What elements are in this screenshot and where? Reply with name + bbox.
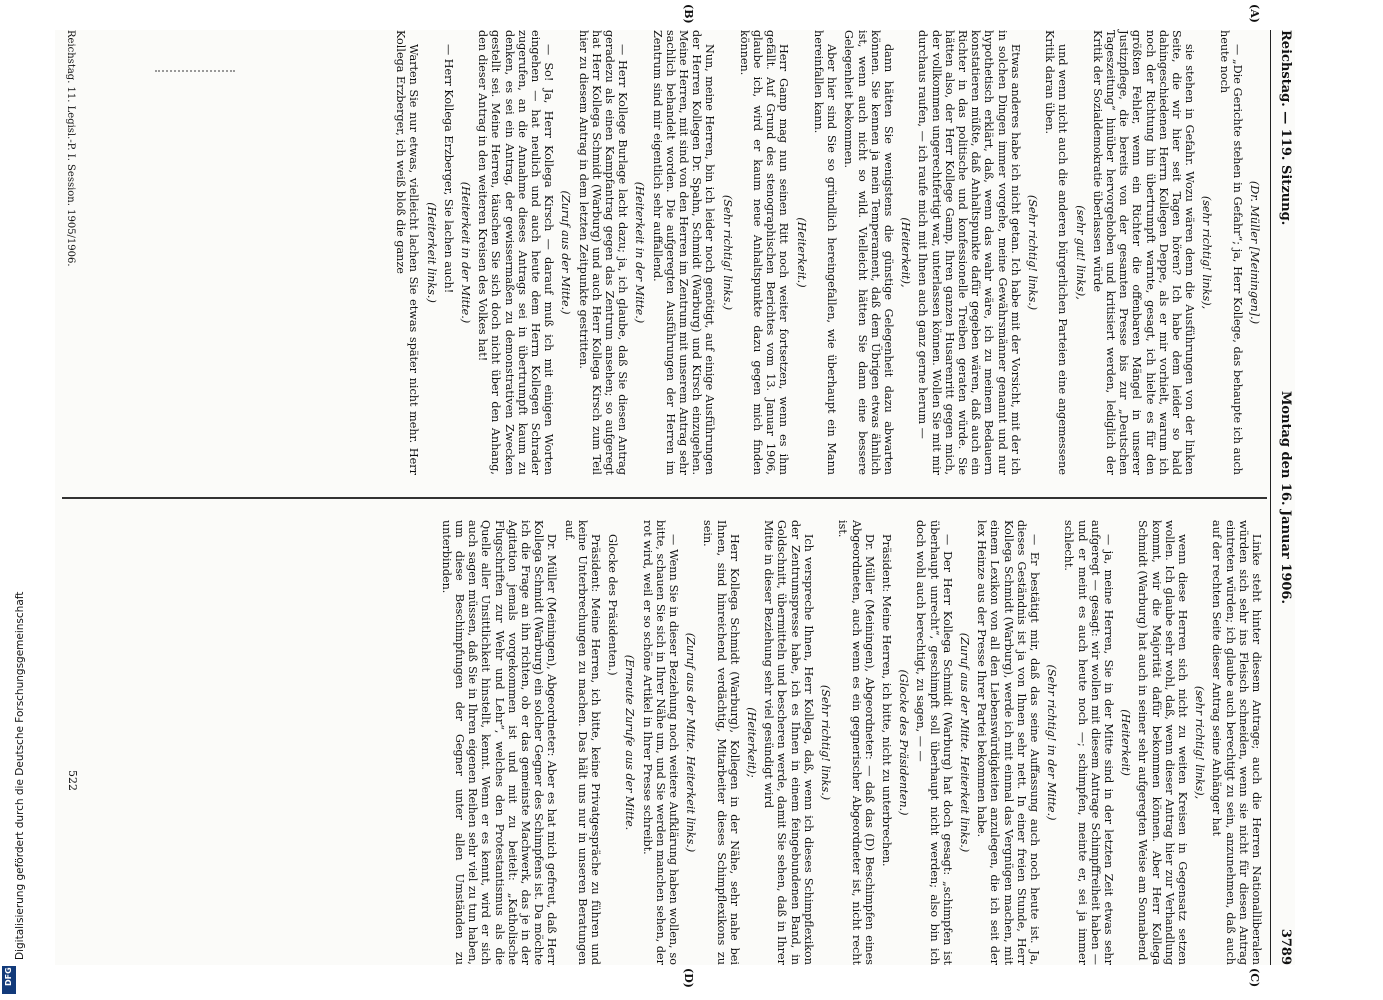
- stage-direction: (Heiterkeit),: [899, 217, 913, 288]
- stage-direction: (Zuruf aus der Mitte. Heiterkeit links.): [684, 632, 698, 853]
- paragraph: Herr Kollega Schmidt (Warburg), Kollegen in der Nähe, sehr nahe bei Ihnen, sind hinreichend verdächtig, Mitarbeiter dieses Schimpflexikons zu sein.: [701, 520, 741, 965]
- paragraph: und wenn nicht auch die anderen bürgerlichen Parteien eine angemessene Kritik daran üben.: [1043, 30, 1070, 475]
- stage-direction: (Heiterkeit in der Mitte.): [459, 181, 473, 324]
- paragraph: Dr. Müller (Meiningen), Abgeordneter: — daß das (D) Beschimpfen eines Abgeordneten, auch wenn es ein gegnerischer Abgeordneter ist, nicht recht ist.: [836, 520, 876, 965]
- stage-direction: (Heiterkeit): [1119, 709, 1133, 776]
- dfg-logo-text: DFG: [4, 967, 13, 986]
- paragraph: Linke steht hinter diesem Antrage; auch die Herren Nationalliberalen würden sich sehr ins Fleisch schneiden, wenn sie nicht für diesen Antrag eintreten würden; ich glaube auch berechtigt zu sein, anzunehmen, daß auch auf der rechten Seite dieser Antrag seine Anhänger hat: [1210, 520, 1263, 965]
- paragraph: Etwas anderes habe ich nicht getan. Ich habe mit der Vorsicht, mit der ich in solchen Dingen immer vorgehe, meine Gewährsmänner genannt und nur hypothetisch erklärt, daß, wenn das wahr wäre, ich zu meinem Bedauern konstatieren müßte, daß Anhaltspunkte dafür gegeben wären, daß auch ein Richter in das politische und konfessionelle Treiben geraten würde. Sie hätten also, der Herr Kollege Gamp, Ihren ganzen Husarenritt gegen mich, der vollkommen ungerechtfertigt war, unterlassen können. Wollen Sie mit mir durchaus raufen, — ich raufe mich mit Ihnen auch ganz gerne herum —: [916, 30, 1022, 475]
- paragraph: sie stehen in Gefahr. Wozu wären denn die Ausführungen von der linken Seite, die wir hier seit Tagen hören? Ich habe dem leider so bald dahingeschiedenen Herrn Kollegen Deppe, als er mir vorhielt, warum ich noch der Richtung hin übertrumpft warnte, gesagt, ich hielte es für den größten Fehler, wenn ein Richter die offenbaren Mängel in unserer Justizpflege, die bereits von der gesamten Presse bis zur „Deutschen Tageszeitung“ hinüber hervorgehoben und kritisiert werden, lediglich der Kritik der Sozialdemokratie überlassen würde: [1090, 30, 1197, 475]
- paragraph: Warten Sie nur etwas, vielleicht lachen Sie etwas später nicht mehr. Herr Kollega Erzberger, ich weiß bloß die ganze: [394, 30, 421, 475]
- funding-text: Digitalisierung gefördert durch die Deutsche Forschungsgemeinschaft: [14, 591, 26, 960]
- header-date: Montag den 16. Januar 1906.: [1278, 390, 1293, 605]
- paragraph: — Er bestätigt mir, daß das seine Auffassung auch noch heute ist. Ja, dieses Geständnis ist ja von Ihnen sehr nett. In einer freien Stunde, Herr Kollega Schmidt (Warburg), werde ich mit einmal das Vergnügen machen, mit einem Lexikon von all den Liebenswürdigkeiten anzulegen, die ich seit der lex Heinze aus der Presse Ihrer Partei bekommen habe.: [975, 520, 1041, 965]
- stage-direction: (Heiterkeit.): [794, 217, 808, 288]
- paragraph: — Der Herr Kollega Schmidt (Warburg) hat doch gesagt: „schimpfen ist überhaupt unrecht“, geschimpft soll überhaupt nicht werden; also bin ich doch wohl auch berechtigt, zu sagen, — —: [914, 520, 954, 965]
- stage-direction: (Dr. Müller [Meiningen].): [1248, 180, 1261, 325]
- column-divider: [62, 497, 1267, 499]
- rotated-page-content: [55, 4, 1295, 988]
- stage-direction: (sehr richtig! links),: [1200, 195, 1214, 310]
- stage-direction: (Heiterkeit links.): [424, 202, 438, 303]
- dfg-logo: [2, 966, 16, 994]
- page-header: [1270, 30, 1295, 965]
- paragraph: — Herr Kollege Burlage lacht dazu; ja, ich glaube, daß Sie diesen Antrag geradezu als einen Kampfantrag gegen das Zentrum ansehen; so aufgeregt hat Herr Kollega Schmidt (Warburg) und auch Herr Kollega Kirsch zum Teil hier zu diesem Antrag in dem letzten Zeitpunkte gestritten.: [576, 30, 630, 475]
- stage-direction: (Erneute Zurufe aus der Mitte.: [623, 654, 637, 831]
- paragraph: — ja, meine Herren, Sie in der Mitte sind in der letzten Zeit etwas sehr aufgeregt — gesagt: wir wollen mit diesem Antrage Schimpffreiheit haben — und er meint es auch heute noch —; schimpfen, meinte er, sei ja immer schlecht.: [1062, 520, 1115, 965]
- paragraph: Herr Gamp mag nun seinen Ritt noch weiter fortsetzen, wenn es ihm gefällt. Auf Grund des stenographischen Berichtes vom 13. Januar 1906, glaube ich, wird er kaum neue Anhaltspunkte dazu gegen mich finden können.: [737, 30, 791, 475]
- stage-direction: (Heiterkeit in der Mitte.): [633, 181, 647, 324]
- stage-direction: (sehr gut! links),: [1073, 205, 1087, 300]
- stage-direction: (Sehr richtig! links.): [1025, 194, 1039, 311]
- header-session: Reichstag. — 119. Sitzung.: [1278, 30, 1293, 226]
- paragraph: dann hätten Sie wenigstens die günstige Gelegenheit dazu abwarten können. Sie kennen ja mein Temperament, daß dem Übrigen etwas ähnlich ist, wenn auch nicht so wild. Vielleicht hätten Sie dann eine bessere Gelegenheit bekommen.: [842, 30, 895, 475]
- stage-direction: (Sehr richtig! links.): [720, 194, 734, 311]
- header-page-number: 3789: [1278, 928, 1293, 965]
- stage-direction: (Zuruf aus der Mitte.): [559, 190, 573, 315]
- paragraph: Glocke des Präsidenten.): [606, 534, 620, 676]
- margin-letter-b: (B): [682, 4, 695, 24]
- paragraph: Präsident: Meine Herren, ich bitte, keine Privatgespräche zu führen und keine Unterbrechungen zu machen. Das hält uns nur in unseren Beratungen auf.: [562, 520, 603, 965]
- funding-strip: [0, 0, 26, 1000]
- paragraph: — Herr Kollega Erzberger, Sie lachen auch!: [441, 44, 455, 294]
- paragraph: Ich verspreche Ihnen, Herr Kollega, daß, wenn ich dieses Schimpflexikon der Zentrumspresse habe, ich es Ihnen in einem feingebundenen Band, in Goldschnitt, übermitteln und bescheren werde, damit Sie sehen, daß in Ihrer Mitte in dieser Beziehung sehr viel gesündigt wird: [762, 520, 815, 965]
- stage-direction: (Glocke des Präsidenten.): [897, 669, 911, 816]
- paragraph: — „Die Gerichte stehen in Gefahr“; ja, Herr Kollege, das behaupte ich auch heute noch: [1217, 30, 1244, 475]
- margin-letter-d: (D): [682, 968, 695, 988]
- paragraph: Aber hier sind Sie so gründlich hereingefallen, wie überhaupt ein Mann hereinfallen kann.: [811, 30, 839, 475]
- stage-direction: (Heiterkeit);: [745, 707, 759, 778]
- stage-direction: (Zuruf aus der Mitte. Heiterkeit links.): [957, 632, 971, 853]
- footer-page-number: 522: [66, 770, 79, 791]
- margin-letter-a: (A): [1248, 4, 1261, 23]
- left-column: [390, 30, 1263, 475]
- page-footer: Reichstag. 11. Legisl.-P. I. Session. 1905/1906.: [65, 30, 76, 267]
- paragraph: — So! Ja, Herr Kollega Kirsch — darauf muß ich mit einigen Worten eingehen — hat neulich und auch heute dem Herrn Kollegen Schrader zugerufen, an die Annahme dieses Antrags sei in übertrumpft kaum zu denken, es sei ein Antrag, der gewissermaßen zu demonstrativen Zwecken gestellt sei. Meine Herren, täuschen Sie sich doch nicht über den Anhang, den dieser Antrag in den weiteren Kreisen des Volkes hat!: [476, 30, 556, 475]
- paragraph: Dr. Müller (Meiningen), Abgeordneter: Aber es hat mich gefreut, daß Herr Kollega Schmidt (Warburg) ein solcher Gegner des Schimpfens ist. Da möchte ich die Frage an ihn richten, ob er das gemeinste Machwerk, das je in der Agitation jemals vorgekommen ist und mit zu beitelt: „Katholische Flugschriften zur Wehr und Lehr“, welches den Protestantismus als die Quelle aller Unsittlichkeit hinstellt, kennt. Wenn er es kennt, wird er sich auch sagen müssen, daß Sie in Ihren eigenen Reihen sehr viel zu tun haben, um diese Beschimpfungen der Gegner unter allen Umständen zu unterbinden.: [439, 520, 559, 965]
- stage-direction: (Sehr richtig! links.): [819, 684, 833, 801]
- paragraph: Nun, meine Herren, bin ich leider noch genötigt, auf einige Ausführungen der Herren Kollegen Dr. Spahn, Schmidt (Warburg) und Kirsch einzugehen. Meine Herren, mit sind von den Herren im Zentrum mit unserem Antrag sehr sachlich behandelt worden. Die aufgeregten Ausführungen der Herren im Zentrum sind mir eigentlich sehr auffallend.: [650, 30, 717, 475]
- stage-direction: (Sehr richtig! in der Mitte.): [1045, 664, 1059, 821]
- scanned-page: [55, 4, 1295, 988]
- paragraph: wenn diese Herren sich nicht zu weiten Kreisen in Gegensatz setzen wollen. Ich glaube sehr wohl, daß, wenn dieser Antrag hier zur Verhandlung kommt, wir die Majorität dafür bekommen können. Aber Herr Kollega Schmidt (Warburg) hat auch in seiner sehr aufgeregten Weise am Sonnabend: [1136, 520, 1189, 965]
- margin-letter-c: (C): [1248, 968, 1261, 988]
- paragraph: Präsident: Meine Herren, ich bitte, nicht zu unterbrechen.: [879, 534, 893, 867]
- stage-direction: (sehr richtig! links),: [1193, 685, 1207, 800]
- paragraph: — Wenn Sie in dieser Beziehung noch weitere Aufklärung haben wollen, so bitte, schauen Sie sich in Ihrer Nähe um, und Sie werden manchen sehen, der rot wird, weil er so schöne Artikel in Ihrer Presse schreibt.: [640, 520, 681, 965]
- right-column: [436, 520, 1263, 965]
